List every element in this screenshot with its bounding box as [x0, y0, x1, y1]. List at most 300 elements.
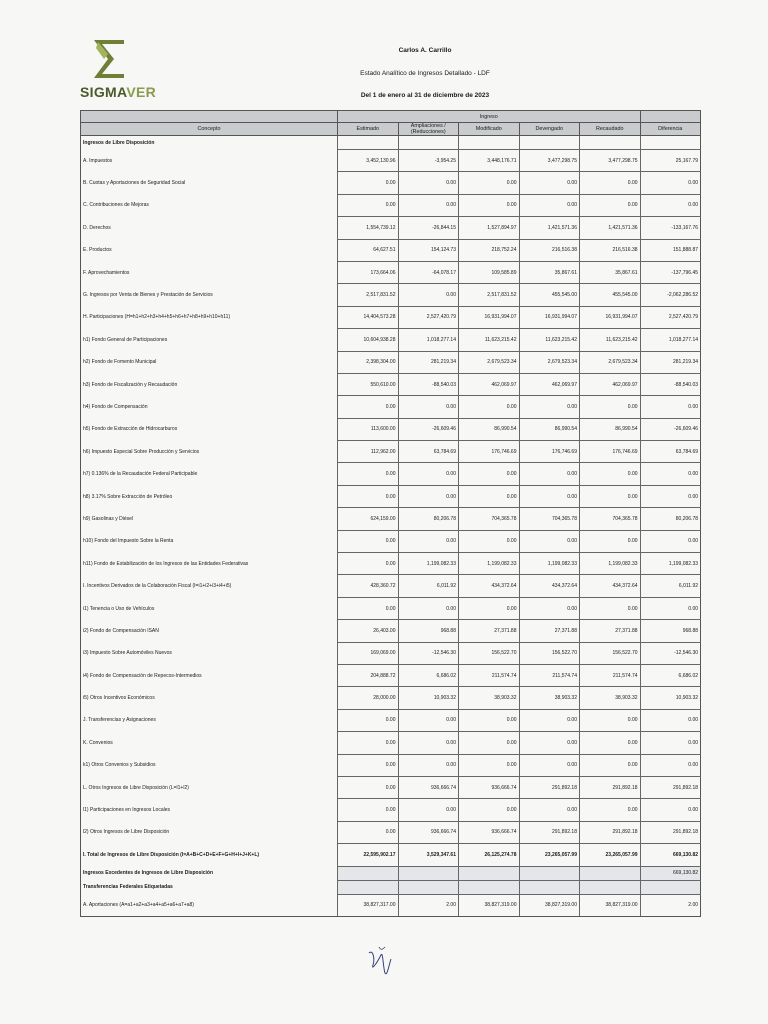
table-row	[81, 329, 701, 351]
row-value: 11,623,215.42	[519, 329, 580, 351]
row-value: 0.00	[338, 709, 399, 731]
table-row	[81, 894, 701, 916]
row-value: 35,867.61	[519, 261, 580, 283]
row-value	[519, 136, 580, 150]
column-header: Modificado	[459, 123, 520, 136]
row-value: 2,517,831.52	[459, 284, 520, 306]
row-value: 0.00	[640, 485, 701, 507]
row-label: h9) Gasolinas y Diésel	[81, 508, 338, 530]
table-row	[81, 776, 701, 798]
row-value: 2,398,304.00	[338, 351, 399, 373]
row-value: 0.00	[398, 597, 459, 619]
row-value: 0.00	[459, 463, 520, 485]
row-value: 0.00	[519, 709, 580, 731]
row-value: 624,159.00	[338, 508, 399, 530]
row-label: C. Contribuciones de Mejoras	[81, 194, 338, 216]
table-row	[81, 351, 701, 373]
row-label: h2) Fondo de Fomento Municipal	[81, 351, 338, 373]
row-label: E. Productos	[81, 239, 338, 261]
row-label: h8) 3.17% Sobre Extracción de Petróleo	[81, 485, 338, 507]
row-value: 936,666.74	[459, 821, 520, 843]
row-value: 291,892.18	[519, 821, 580, 843]
row-value: 291,892.18	[640, 776, 701, 798]
row-value: 1,199,082.33	[519, 553, 580, 575]
row-label: h6) Impuesto Especial Sobre Producción y Servicios	[81, 441, 338, 463]
row-value: 0.00	[398, 709, 459, 731]
row-value	[519, 866, 580, 880]
report-title: Estado Analítico de Ingresos Detallado - LDF	[360, 70, 490, 77]
table-row	[81, 575, 701, 597]
table-row	[81, 664, 701, 686]
report-period: Del 1 de enero al 31 de diciembre de 2023	[360, 92, 490, 99]
column-header: Concepto	[81, 123, 338, 136]
column-header: Diferencia	[640, 123, 701, 136]
row-value: 27,371.88	[519, 620, 580, 642]
table-row	[81, 373, 701, 395]
table-row	[81, 172, 701, 194]
row-value: 0.00	[640, 396, 701, 418]
row-value: 218,752.24	[459, 239, 520, 261]
table-row	[81, 642, 701, 664]
row-value: 0.00	[398, 463, 459, 485]
row-label: h3) Fondo de Fiscalización y Recaudación	[81, 373, 338, 395]
row-value: 173,664.06	[338, 261, 399, 283]
row-value: 0.00	[398, 799, 459, 821]
row-value: 0.00	[580, 709, 641, 731]
row-value: 112,962.00	[338, 441, 399, 463]
row-value: -88,540.03	[640, 373, 701, 395]
row-value: 0.00	[338, 821, 399, 843]
logo-wordmark: SIGMAVER	[80, 84, 157, 100]
header-blank	[640, 111, 701, 123]
row-value: 35,867.61	[580, 261, 641, 283]
row-value: 0.00	[459, 732, 520, 754]
row-value: 0.00	[640, 799, 701, 821]
entity-name: Carlos A. Carrillo	[398, 47, 452, 54]
row-value: 25,167.79	[640, 150, 701, 172]
row-value	[338, 880, 399, 894]
table-row	[81, 597, 701, 619]
row-value: 936,666.74	[398, 821, 459, 843]
row-value: 0.00	[580, 732, 641, 754]
row-value: 0.00	[640, 172, 701, 194]
table-row	[81, 821, 701, 843]
table-row	[81, 150, 701, 172]
row-value: 27,371.88	[580, 620, 641, 642]
table-row	[81, 687, 701, 709]
row-value: 455,545.00	[580, 284, 641, 306]
row-value: 1,018,277.14	[398, 329, 459, 351]
row-value	[640, 880, 701, 894]
row-value: 16,931,994.07	[519, 306, 580, 328]
row-value: 0.00	[338, 732, 399, 754]
row-value: 0.00	[338, 463, 399, 485]
row-label: l1) Participaciones en Ingresos Locales	[81, 799, 338, 821]
header-ingreso-group: Ingreso	[338, 111, 641, 123]
row-value: 0.00	[640, 732, 701, 754]
row-value: -12,546.30	[640, 642, 701, 664]
row-value: 936,666.74	[459, 776, 520, 798]
row-value: 86,990.54	[519, 418, 580, 440]
row-value: 38,903.32	[580, 687, 641, 709]
row-value: 6,011.92	[398, 575, 459, 597]
row-value: 968.88	[398, 620, 459, 642]
row-value: 936,666.74	[398, 776, 459, 798]
row-value: 0.00	[398, 194, 459, 216]
row-value: 2,527,420.79	[398, 306, 459, 328]
row-value: 704,365.78	[519, 508, 580, 530]
row-value: 86,990.54	[580, 418, 641, 440]
row-value: 0.00	[580, 754, 641, 776]
row-value: 669,130.82	[640, 866, 701, 880]
row-value: 1,018,277.14	[640, 329, 701, 351]
row-value: 0.00	[459, 709, 520, 731]
row-value: 80,206.78	[398, 508, 459, 530]
row-label: I. Total de Ingresos de Libre Disposición (I=A+B+C+D+E+F+G+H+I+J+K+L)	[81, 844, 338, 866]
row-value: 428,360.72	[338, 575, 399, 597]
row-label: i4) Fondo de Compensación de Repecos-Intermedios	[81, 664, 338, 686]
row-value: 156,522.70	[459, 642, 520, 664]
row-value: 0.00	[459, 172, 520, 194]
table-row	[81, 239, 701, 261]
row-value: 1,421,571.36	[580, 217, 641, 239]
row-value: 38,903.32	[459, 687, 520, 709]
table-row	[81, 709, 701, 731]
row-label: I. Incentivos Derivados de la Colaboración Fiscal (I=i1+i2+i3+i4+i5)	[81, 575, 338, 597]
row-value: 0.00	[580, 396, 641, 418]
row-value: 11,623,215.42	[459, 329, 520, 351]
row-value	[338, 866, 399, 880]
row-value	[459, 880, 520, 894]
table-row	[81, 799, 701, 821]
row-value: 550,610.00	[338, 373, 399, 395]
row-value: 0.00	[338, 530, 399, 552]
row-value: 0.00	[519, 172, 580, 194]
row-value: 216,516.38	[519, 239, 580, 261]
row-value: 23,265,057.99	[519, 844, 580, 866]
table-row	[81, 136, 701, 150]
row-value: 0.00	[459, 754, 520, 776]
row-value: 0.00	[459, 396, 520, 418]
table-row	[81, 530, 701, 552]
row-value: 1,199,082.33	[580, 553, 641, 575]
row-label: i2) Fondo de Compensación ISAN	[81, 620, 338, 642]
row-value: 0.00	[459, 194, 520, 216]
row-value: 2,517,831.52	[338, 284, 399, 306]
row-value	[580, 136, 641, 150]
row-value: 0.00	[519, 530, 580, 552]
income-table	[80, 110, 701, 917]
row-value: 211,574.74	[519, 664, 580, 686]
row-value: 434,372.64	[580, 575, 641, 597]
row-value: -64,078.17	[398, 261, 459, 283]
row-value: 0.00	[640, 194, 701, 216]
row-label: k1) Otros Convenios y Subsidios	[81, 754, 338, 776]
row-value: 38,827,319.00	[459, 894, 520, 916]
table-row	[81, 261, 701, 283]
row-value: -133,167.76	[640, 217, 701, 239]
row-value: 0.00	[580, 530, 641, 552]
row-value: 151,888.87	[640, 239, 701, 261]
row-value: 6,686.02	[398, 664, 459, 686]
row-value: 455,545.00	[519, 284, 580, 306]
row-value: 0.00	[338, 194, 399, 216]
row-value: 1,199,082.33	[459, 553, 520, 575]
row-value: 281,219.34	[398, 351, 459, 373]
row-value: 86,990.54	[459, 418, 520, 440]
row-value: 63,784.69	[640, 441, 701, 463]
row-label: Ingresos Excedentes de Ingresos de Libre Disposición	[81, 866, 338, 880]
table-row	[81, 732, 701, 754]
row-value: 0.00	[459, 530, 520, 552]
column-header: Recaudado	[580, 123, 641, 136]
table-row	[81, 620, 701, 642]
row-value: 0.00	[398, 732, 459, 754]
row-label: J. Transferencias y Asignaciones	[81, 709, 338, 731]
row-label: h11) Fondo de Estabilización de los Ingresos de las Entidades Federativas	[81, 553, 338, 575]
row-value: 38,827,319.00	[519, 894, 580, 916]
row-value: 0.00	[398, 530, 459, 552]
row-value: 154,124.73	[398, 239, 459, 261]
sigma-logo-icon	[92, 38, 126, 80]
row-value: 462,069.97	[580, 373, 641, 395]
row-label: A. Aportaciones (A=a1+a2+a3+a4+a5+a6+a7+a8)	[81, 894, 338, 916]
row-value: 22,595,902.17	[338, 844, 399, 866]
row-value: 0.00	[459, 485, 520, 507]
row-value: 291,892.18	[640, 821, 701, 843]
row-value: 0.00	[640, 754, 701, 776]
row-value: 113,600.00	[338, 418, 399, 440]
row-value: 1,554,739.12	[338, 217, 399, 239]
row-value: 0.00	[519, 597, 580, 619]
row-value: 2.00	[398, 894, 459, 916]
column-header: Estimado	[338, 123, 399, 136]
row-value: 0.00	[338, 485, 399, 507]
row-label: B. Cuotas y Aportaciones de Seguridad Social	[81, 172, 338, 194]
table-row	[81, 880, 701, 894]
row-value: 211,574.74	[580, 664, 641, 686]
row-label: Transferencias Federales Etiquetadas	[81, 880, 338, 894]
row-value: 1,199,082.33	[640, 553, 701, 575]
row-value: -2,062,286.52	[640, 284, 701, 306]
row-value: 2.00	[640, 894, 701, 916]
row-value: 291,892.18	[580, 821, 641, 843]
row-value: 0.00	[398, 284, 459, 306]
row-value: 27,371.88	[459, 620, 520, 642]
row-value: 1,199,082.33	[398, 553, 459, 575]
row-value: 0.00	[519, 396, 580, 418]
row-value: 204,888.72	[338, 664, 399, 686]
row-value: 38,827,317.00	[338, 894, 399, 916]
table-row	[81, 441, 701, 463]
row-label: K. Convenios	[81, 732, 338, 754]
row-value: 176,746.69	[459, 441, 520, 463]
row-value: 63,784.69	[398, 441, 459, 463]
row-value: 704,365.78	[459, 508, 520, 530]
row-value: 0.00	[398, 485, 459, 507]
row-value: 0.00	[519, 485, 580, 507]
row-value: 0.00	[338, 776, 399, 798]
row-value: -26,844.15	[398, 217, 459, 239]
row-value: 0.00	[338, 172, 399, 194]
row-value	[580, 880, 641, 894]
handwritten-signature	[365, 945, 395, 981]
row-value: 0.00	[338, 754, 399, 776]
row-value: 156,522.70	[580, 642, 641, 664]
row-value: 0.00	[580, 172, 641, 194]
row-label: A. Impuestos	[81, 150, 338, 172]
table-row	[81, 463, 701, 485]
row-value: 6,686.02	[640, 664, 701, 686]
row-value: 169,069.00	[338, 642, 399, 664]
row-value	[459, 136, 520, 150]
row-value: 0.00	[519, 754, 580, 776]
row-value: 10,903.32	[398, 687, 459, 709]
row-value: 0.00	[459, 799, 520, 821]
row-value: 434,372.64	[459, 575, 520, 597]
table-row	[81, 866, 701, 880]
row-label: D. Derechos	[81, 217, 338, 239]
row-value: 28,000.00	[338, 687, 399, 709]
row-value: 2,679,523.34	[519, 351, 580, 373]
row-value: 0.00	[338, 396, 399, 418]
header-blank	[81, 111, 338, 123]
row-value: 0.00	[338, 799, 399, 821]
table-row	[81, 485, 701, 507]
row-label: G. Ingresos por Venta de Bienes y Prestación de Servicios	[81, 284, 338, 306]
row-label: F. Aprovechamientos	[81, 261, 338, 283]
row-value: 704,365.78	[580, 508, 641, 530]
row-value: 64,627.51	[338, 239, 399, 261]
row-value	[338, 136, 399, 150]
row-value: -26,609.46	[640, 418, 701, 440]
row-value: 2,679,523.34	[580, 351, 641, 373]
row-value: -3,954.25	[398, 150, 459, 172]
row-value: 0.00	[580, 597, 641, 619]
row-value: 0.00	[580, 194, 641, 216]
row-value: 968.88	[640, 620, 701, 642]
row-value: 0.00	[398, 172, 459, 194]
row-label: h5) Fondo de Extracción de Hidrocarburos	[81, 418, 338, 440]
row-value: 1,527,894.97	[459, 217, 520, 239]
row-value: 669,130.82	[640, 844, 701, 866]
row-value: 0.00	[640, 597, 701, 619]
column-header-row	[81, 123, 701, 136]
row-value: 3,452,130.96	[338, 150, 399, 172]
table-row	[81, 217, 701, 239]
row-value: -26,609.46	[398, 418, 459, 440]
row-value: 38,903.32	[519, 687, 580, 709]
row-value: 216,516.38	[580, 239, 641, 261]
row-value: 0.00	[519, 732, 580, 754]
row-value: 38,827,319.00	[580, 894, 641, 916]
table-body	[81, 136, 701, 917]
row-value: 0.00	[519, 194, 580, 216]
row-label: L. Otros Ingresos de Libre Disposición (L=l1+l2)	[81, 776, 338, 798]
row-value: 10,604,938.28	[338, 329, 399, 351]
row-label: i5) Otros Incentivos Económicos	[81, 687, 338, 709]
column-header: Devengado	[519, 123, 580, 136]
row-value: 0.00	[640, 463, 701, 485]
row-value: 434,372.64	[519, 575, 580, 597]
row-value: -12,546.30	[398, 642, 459, 664]
table-row	[81, 284, 701, 306]
row-value: 462,069.97	[459, 373, 520, 395]
row-value: 0.00	[519, 799, 580, 821]
row-value	[459, 866, 520, 880]
row-value	[519, 880, 580, 894]
row-value: 16,931,994.07	[459, 306, 520, 328]
row-value: 0.00	[640, 709, 701, 731]
row-value: 0.00	[459, 597, 520, 619]
row-value: 3,477,298.75	[580, 150, 641, 172]
row-value: 14,404,573.28	[338, 306, 399, 328]
column-header: Ampliaciones / (Reducciones)	[398, 123, 459, 136]
table-row	[81, 844, 701, 866]
table-row	[81, 194, 701, 216]
row-value: 23,265,057.99	[580, 844, 641, 866]
row-value: 211,574.74	[459, 664, 520, 686]
row-label: h1) Fondo General de Participaciones	[81, 329, 338, 351]
row-value: 291,892.18	[519, 776, 580, 798]
row-value	[580, 866, 641, 880]
sigmaver-logo	[80, 38, 160, 102]
row-value: 26,125,274.78	[459, 844, 520, 866]
row-label: h4) Fondo de Compensación	[81, 396, 338, 418]
row-label: H. Participaciones (H=h1+h2+h3+h4+h5+h6+h7+h8+h9+h10+h11)	[81, 306, 338, 328]
table-row	[81, 396, 701, 418]
row-label: i3) Impuesto Sobre Automóviles Nuevos	[81, 642, 338, 664]
row-value: 2,527,420.79	[640, 306, 701, 328]
row-value: 6,011.92	[640, 575, 701, 597]
row-value: 0.00	[519, 463, 580, 485]
row-value	[398, 880, 459, 894]
table-row	[81, 553, 701, 575]
row-value: -137,796.45	[640, 261, 701, 283]
row-value: -88,540.03	[398, 373, 459, 395]
row-value: 1,421,571.36	[519, 217, 580, 239]
row-value: 176,746.69	[519, 441, 580, 463]
row-value: 3,477,298.75	[519, 150, 580, 172]
row-label: h7) 0.136% de la Recaudación Federal Participable	[81, 463, 338, 485]
row-value: 3,448,176.71	[459, 150, 520, 172]
row-label: l2) Otros Ingresos de Libre Disposición	[81, 821, 338, 843]
row-value: 0.00	[640, 530, 701, 552]
row-value: 0.00	[580, 463, 641, 485]
row-value: 0.00	[580, 799, 641, 821]
row-value: 10,903.32	[640, 687, 701, 709]
row-value: 462,069.97	[519, 373, 580, 395]
row-value: 3,529,347.61	[398, 844, 459, 866]
row-label: Ingresos de Libre Disposición	[81, 136, 338, 150]
table-row	[81, 754, 701, 776]
row-value: 11,623,215.42	[580, 329, 641, 351]
row-value: 156,522.70	[519, 642, 580, 664]
row-value: 176,746.69	[580, 441, 641, 463]
row-value: 291,892.18	[580, 776, 641, 798]
row-value: 109,585.89	[459, 261, 520, 283]
row-value: 281,219.34	[640, 351, 701, 373]
row-value: 0.00	[580, 485, 641, 507]
row-label: i1) Tenencia o Uso de Vehículos	[81, 597, 338, 619]
row-value: 16,931,994.07	[580, 306, 641, 328]
row-value: 2,679,523.34	[459, 351, 520, 373]
table-row	[81, 508, 701, 530]
row-value: 0.00	[338, 597, 399, 619]
row-value: 26,403.00	[338, 620, 399, 642]
row-value: 0.00	[398, 396, 459, 418]
row-value: 0.00	[398, 754, 459, 776]
